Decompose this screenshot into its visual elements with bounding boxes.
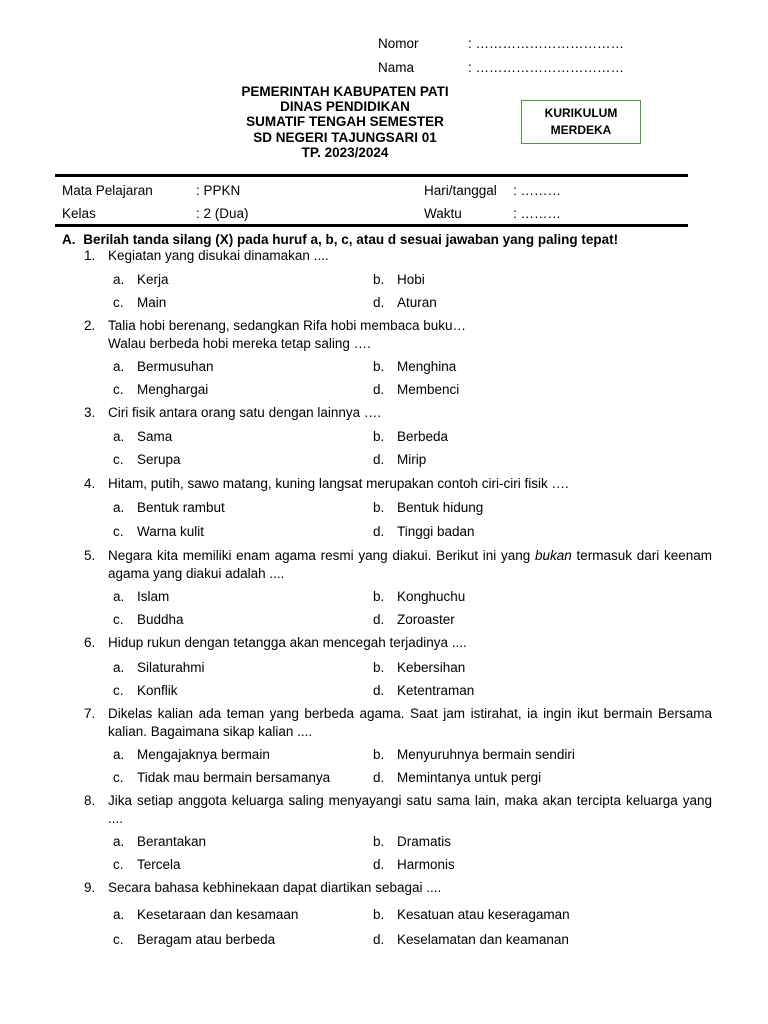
option-text: Bentuk rambut xyxy=(137,500,225,515)
option-letter: c. xyxy=(113,857,124,872)
option-a[interactable] xyxy=(113,660,205,675)
option-text: Main xyxy=(137,295,167,310)
option-text: Ketentraman xyxy=(397,683,475,698)
question-number: 9. xyxy=(84,880,96,895)
option-b[interactable] xyxy=(373,660,465,675)
option-d[interactable] xyxy=(373,524,475,539)
option-letter: a. xyxy=(113,272,125,287)
option-b[interactable] xyxy=(373,589,465,604)
question-text: Ciri fisik antara orang satu dengan lainnya …. xyxy=(108,405,382,420)
nomor-label: Nomor xyxy=(378,36,419,51)
option-text: Zoroaster xyxy=(397,612,455,627)
question-number: 2. xyxy=(84,318,96,333)
question-number: 8. xyxy=(84,793,96,808)
header-line: SD NEGERI TAJUNGSARI 01 xyxy=(253,129,437,145)
option-letter: a. xyxy=(113,500,125,515)
option-text: Konflik xyxy=(137,683,178,698)
question-text: Negara kita memiliki enam agama resmi yang diakui. Berikut ini yang xyxy=(108,548,536,563)
option-text: Berantakan xyxy=(137,834,207,849)
option-letter: c. xyxy=(113,524,124,539)
question-6 xyxy=(84,634,712,652)
option-a[interactable] xyxy=(113,429,172,444)
option-text: Menghargai xyxy=(137,382,209,397)
option-text: Tercela xyxy=(137,857,181,872)
nama-value: : …………………………… xyxy=(468,60,625,75)
option-letter: c. xyxy=(113,612,124,627)
date-label: Hari/tanggal xyxy=(424,183,497,198)
curriculum-line: MERDEKA xyxy=(550,123,612,137)
option-text: Beragam atau berbeda xyxy=(137,932,276,947)
question-7 xyxy=(84,705,712,741)
option-text: Harmonis xyxy=(397,857,455,872)
instruction-text: Berilah tanda silang (X) pada huruf a, b, c, atau d sesuai jawaban yang paling tepat! xyxy=(83,232,619,247)
section-letter: A. xyxy=(62,232,76,247)
option-text: Berbeda xyxy=(397,429,449,444)
question-text: Walau berbeda hobi mereka tetap saling …. xyxy=(108,336,371,351)
option-letter: a. xyxy=(113,359,125,374)
question-5 xyxy=(84,547,712,583)
question-number: 3. xyxy=(84,405,96,420)
option-letter: a. xyxy=(113,589,125,604)
option-text: Sama xyxy=(137,429,173,444)
question-number: 6. xyxy=(84,635,96,650)
option-letter: b. xyxy=(373,429,385,444)
option-text: Tinggi badan xyxy=(397,524,475,539)
option-b[interactable] xyxy=(373,907,570,922)
option-letter: a. xyxy=(113,429,125,444)
option-a[interactable] xyxy=(113,907,298,922)
option-d[interactable] xyxy=(373,932,569,947)
question-text: Secara bahasa kebhinekaan dapat diartikan sebagai .... xyxy=(108,880,442,895)
option-text: Kebersihan xyxy=(397,660,466,675)
option-letter: d. xyxy=(373,683,385,698)
question-text: Kegiatan yang disukai dinamakan .... xyxy=(108,248,329,263)
class-label: Kelas xyxy=(62,206,96,221)
curriculum-box xyxy=(521,100,641,144)
school-header xyxy=(200,84,490,160)
option-text: Buddha xyxy=(137,612,184,627)
option-letter: b. xyxy=(373,747,385,762)
option-letter: b. xyxy=(373,907,385,922)
option-letter: b. xyxy=(373,272,385,287)
option-text: Mengajaknya bermain xyxy=(137,747,270,762)
option-text: Kesetaraan dan kesamaan xyxy=(137,907,299,922)
option-text: Membenci xyxy=(397,382,460,397)
question-2 xyxy=(84,317,712,353)
option-a[interactable] xyxy=(113,359,214,374)
option-text: Memintanya untuk pergi xyxy=(397,770,542,785)
header-line: SUMATIF TENGAH SEMESTER xyxy=(246,114,444,130)
curriculum-line: KURIKULUM xyxy=(544,106,618,120)
option-d[interactable] xyxy=(373,295,437,310)
option-letter: c. xyxy=(113,452,124,467)
option-c[interactable] xyxy=(113,295,166,310)
option-text: Tidak mau bermain bersamanya xyxy=(137,770,331,785)
option-d[interactable] xyxy=(373,452,426,467)
question-text: Dikelas kalian ada teman yang berbeda agama. Saat jam istirahat, ia ingin ikut bermain Bersama kalian. Bagaimana sikap kalian .... xyxy=(108,706,712,739)
option-b[interactable] xyxy=(373,500,483,515)
option-letter: b. xyxy=(373,834,385,849)
option-letter: a. xyxy=(113,747,125,762)
option-text: Menyuruhnya bermain sendiri xyxy=(397,747,575,762)
question-text: Talia hobi berenang, sedangkan Rifa hobi membaca buku… xyxy=(108,318,466,333)
question-number: 7. xyxy=(84,706,96,721)
option-a[interactable] xyxy=(113,272,169,287)
option-a[interactable] xyxy=(113,589,169,604)
subject-value: : PPKN xyxy=(196,183,241,198)
option-d[interactable] xyxy=(373,857,455,872)
option-letter: b. xyxy=(373,359,385,374)
option-a[interactable] xyxy=(113,834,206,849)
option-c[interactable] xyxy=(113,932,275,947)
option-text: Kerja xyxy=(137,272,169,287)
option-c[interactable] xyxy=(113,524,204,539)
option-letter: a. xyxy=(113,660,125,675)
header-line: TP. 2023/2024 xyxy=(301,144,389,160)
option-d[interactable] xyxy=(373,683,474,698)
option-letter: c. xyxy=(113,770,124,785)
option-b[interactable] xyxy=(373,747,575,762)
section-instruction xyxy=(62,232,618,247)
option-text: Warna kulit xyxy=(137,524,205,539)
option-letter: b. xyxy=(373,589,385,604)
option-text: Islam xyxy=(137,589,170,604)
subject-label: Mata Pelajaran xyxy=(62,183,153,198)
option-text: Serupa xyxy=(137,452,181,467)
option-letter: d. xyxy=(373,932,385,947)
question-1 xyxy=(84,247,712,265)
nomor-value: : …………………………… xyxy=(468,36,625,51)
option-a[interactable] xyxy=(113,747,270,762)
option-d[interactable] xyxy=(373,382,459,397)
divider-top xyxy=(55,174,688,177)
option-text: Menghina xyxy=(397,359,457,374)
option-b[interactable] xyxy=(373,834,451,849)
option-letter: b. xyxy=(373,500,385,515)
option-letter: d. xyxy=(373,612,385,627)
option-text: Keselamatan dan keamanan xyxy=(397,932,569,947)
question-emphasis: bukan xyxy=(535,548,572,563)
question-8 xyxy=(84,792,712,828)
question-9 xyxy=(84,879,712,897)
header-line: PEMERINTAH KABUPATEN PATI xyxy=(241,84,449,99)
option-c[interactable] xyxy=(113,452,181,467)
option-text: Dramatis xyxy=(397,834,452,849)
question-text: Hidup rukun dengan tetangga akan mencegah terjadinya .... xyxy=(108,635,467,650)
option-text: Konghuchu xyxy=(397,589,466,604)
question-text: Hitam, putih, sawo matang, kuning langsat merupakan contoh ciri-ciri fisik …. xyxy=(108,476,569,491)
date-value: : ……… xyxy=(513,183,562,198)
option-letter: d. xyxy=(373,770,385,785)
option-letter: b. xyxy=(373,660,385,675)
option-text: Mirip xyxy=(397,452,427,467)
question-number: 4. xyxy=(84,476,96,491)
option-letter: d. xyxy=(373,382,385,397)
option-c[interactable] xyxy=(113,857,181,872)
option-text: Bentuk hidung xyxy=(397,500,484,515)
header-line: DINAS PENDIDIKAN xyxy=(280,99,410,115)
option-letter: d. xyxy=(373,524,385,539)
question-4 xyxy=(84,475,712,493)
option-a[interactable] xyxy=(113,500,225,515)
divider-bottom xyxy=(55,224,688,227)
option-letter: c. xyxy=(113,932,124,947)
question-number: 1. xyxy=(84,248,96,263)
question-text: termasuk dari keenam agama yang diakui adalah .... xyxy=(108,548,713,581)
option-d[interactable] xyxy=(373,770,541,785)
option-letter: c. xyxy=(113,382,124,397)
option-c[interactable] xyxy=(113,770,330,785)
option-c[interactable] xyxy=(113,382,208,397)
option-text: Kesatuan atau keseragaman xyxy=(397,907,570,922)
option-letter: a. xyxy=(113,907,125,922)
option-d[interactable] xyxy=(373,612,455,627)
option-text: Aturan xyxy=(397,295,437,310)
option-letter: a. xyxy=(113,834,125,849)
option-letter: c. xyxy=(113,295,124,310)
option-letter: c. xyxy=(113,683,124,698)
option-text: Bermusuhan xyxy=(137,359,214,374)
question-3 xyxy=(84,404,712,422)
option-b[interactable] xyxy=(373,272,425,287)
option-b[interactable] xyxy=(373,359,456,374)
time-value: : ……… xyxy=(513,206,562,221)
option-letter: d. xyxy=(373,295,385,310)
option-text: Silaturahmi xyxy=(137,660,205,675)
question-text: Jika setiap anggota keluarga saling menyayangi satu sama lain, maka akan tercipta keluarga yang .... xyxy=(108,793,712,826)
class-value: : 2 (Dua) xyxy=(196,206,249,221)
option-c[interactable] xyxy=(113,612,184,627)
option-letter: d. xyxy=(373,452,385,467)
question-number: 5. xyxy=(84,548,96,563)
time-label: Waktu xyxy=(424,206,462,221)
option-letter: d. xyxy=(373,857,385,872)
nama-label: Nama xyxy=(378,60,415,75)
option-b[interactable] xyxy=(373,429,448,444)
option-text: Hobi xyxy=(397,272,425,287)
option-c[interactable] xyxy=(113,683,178,698)
